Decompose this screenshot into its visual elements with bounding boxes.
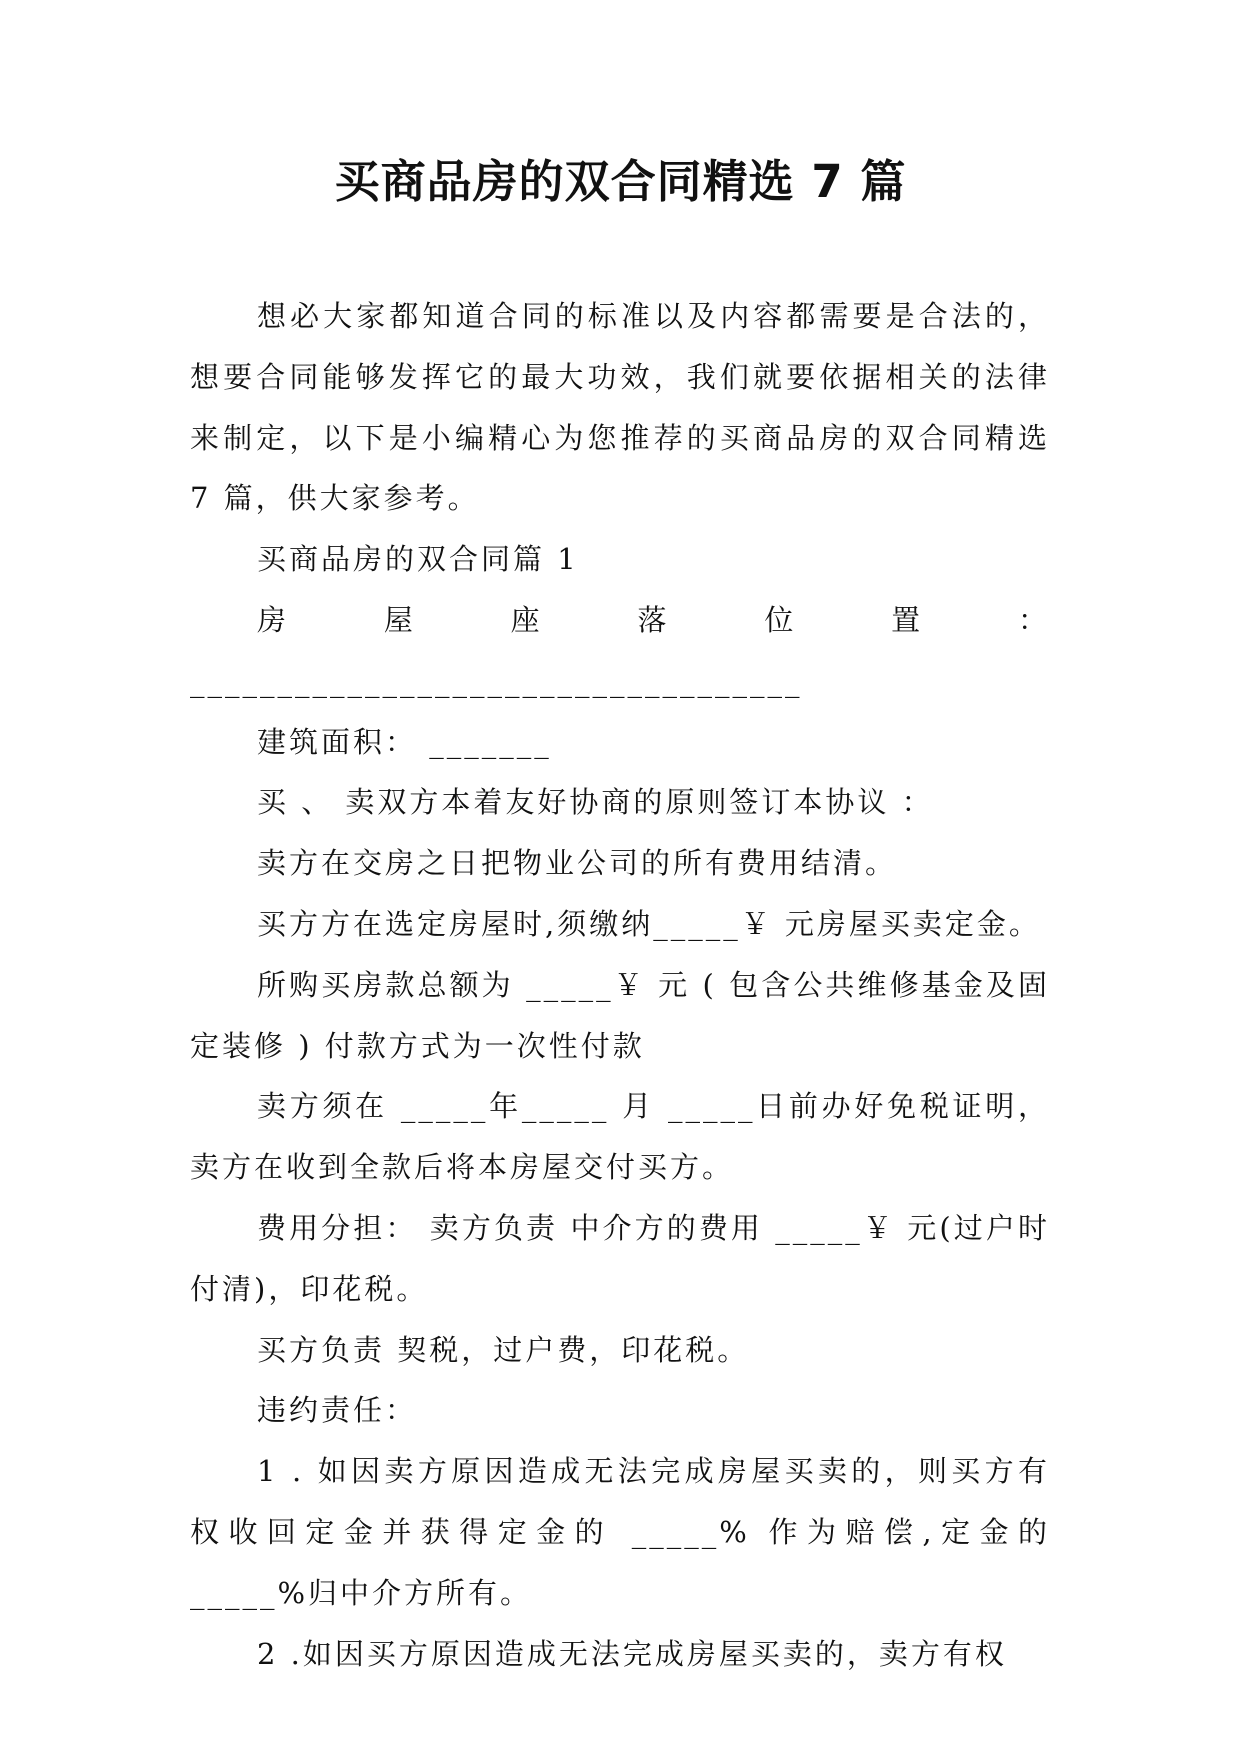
breach-clause-2: 2 .如因买方原因造成无法完成房屋买卖的，卖方有权 [257, 1636, 1007, 1671]
breach-heading: 违约责任： [257, 1393, 418, 1428]
section-heading-1: 买商品房的双合同篇 1 [257, 542, 579, 577]
breach-clause-1: 1 . 如因卖方原因造成无法完成房屋买卖的，则买方有权收回定金并获得定金的 _____% 作为赔偿,定金的 _____%归中介方所有。 [190, 1454, 1050, 1610]
clause-tax-exemption: 卖方须在 _____年_____ 月 _____日前办好免税证明，卖方在收到全款后将本房屋交付买方。 [190, 1089, 1050, 1185]
document-title: 买商品房的双合同精选 7 篇 [334, 155, 907, 208]
clause-deposit: 买方方在选定房屋时,须缴纳_____￥ 元房屋买卖定金。 [257, 906, 1041, 941]
document-body [190, 286, 1050, 1684]
clause-buyer-fees: 买方负责 契税，过户费，印花税。 [257, 1332, 750, 1367]
clause-total-price: 所购买房款总额为 _____￥ 元 ( 包含公共维修基金及固定装修 ) 付款方式为一次性付款 [190, 967, 1050, 1063]
house-location-line: 房屋座落位置：___________________________________ [190, 602, 1050, 698]
clause-seller-fees: 费用分担： 卖方负责 中介方的费用 _____￥ 元(过户时付清)，印花税。 [190, 1210, 1050, 1306]
intro-paragraph: 想必大家都知道合同的标准以及内容都需要是合法的，想要合同能够发挥它的最大功效，我们就要依据相关的法律来制定，以下是小编精心为您推荐的买商品房的双合同精选 7 篇，供大家参考。 [190, 299, 1050, 516]
clause-property-fees: 卖方在交房之日把物业公司的所有费用结清。 [257, 846, 898, 881]
building-area-line: 建筑面积： _______ [257, 724, 552, 759]
agreement-preamble: 买 、 卖双方本着友好协商的原则签订本协议 ： [257, 785, 934, 820]
